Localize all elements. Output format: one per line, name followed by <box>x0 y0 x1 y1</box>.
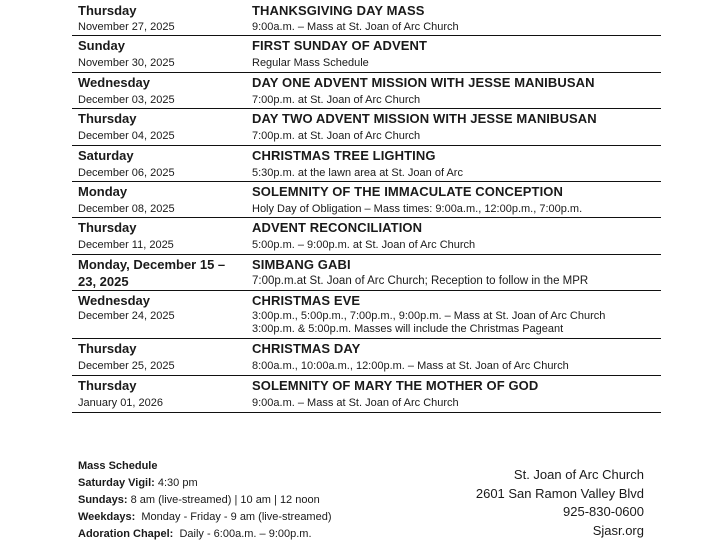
mass-schedule-line <box>78 475 332 492</box>
schedule-value: Daily - 6:00a.m. – 9:00p.m. <box>173 528 312 540</box>
mass-schedule-line <box>78 509 332 526</box>
event-date: December 11, 2025 <box>78 239 174 251</box>
event-day: Wednesday <box>78 75 151 90</box>
event-date: December 08, 2025 <box>78 203 175 215</box>
event-day: Thursday <box>78 341 137 356</box>
church-name: St. Joan of Arc Church <box>513 467 644 482</box>
church-address: 2601 San Ramon Valley Blvd <box>475 485 644 501</box>
event-day: Saturday <box>78 148 134 163</box>
mass-schedule-heading: Mass Schedule <box>78 460 158 472</box>
schedule-value: 8 am (live-streamed) | 10 am | 12 noon <box>127 494 320 506</box>
event-row <box>72 376 661 413</box>
event-day: Thursday <box>78 378 137 393</box>
event-day: Thursday <box>78 111 137 126</box>
event-day: Monday <box>78 184 128 199</box>
event-row <box>72 218 661 255</box>
event-date: December 24, 2025 <box>78 310 175 322</box>
event-row <box>72 182 661 218</box>
event-title: DAY ONE ADVENT MISSION WITH JESSE MANIBUSAN <box>252 75 595 90</box>
event-row <box>72 146 661 182</box>
event-title: SOLEMNITY OF MARY THE MOTHER OF GOD <box>252 378 539 393</box>
event-desc: 3:00p.m., 5:00p.m., 7:00p.m., 9:00p.m. – Mass at St. Joan of Arc Church <box>252 310 606 322</box>
event-day: Wednesday <box>78 293 151 308</box>
event-desc: 5:00p.m. – 9:00p.m. at St. Joan of Arc Church <box>252 239 476 251</box>
event-desc: 5:30p.m. at the lawn area at St. Joan of Arc <box>252 167 463 179</box>
event-desc: 8:00a.m., 10:00a.m., 12:00p.m. – Mass at St. Joan of Arc Church <box>252 360 569 372</box>
event-row <box>72 339 661 376</box>
church-website: Sjasr.org <box>592 522 644 538</box>
event-desc: 7:00p.m. at St. Joan of Arc Church <box>252 130 421 142</box>
event-title: DAY TWO ADVENT MISSION WITH JESSE MANIBUSAN <box>252 111 597 126</box>
church-contact <box>476 466 644 540</box>
mass-schedule-line <box>78 492 332 509</box>
event-day: Sunday <box>78 38 125 53</box>
event-desc: 9:00a.m. – Mass at St. Joan of Arc Church <box>252 397 459 409</box>
event-desc: Regular Mass Schedule <box>252 57 369 69</box>
event-date: November 30, 2025 <box>78 57 175 69</box>
event-day: Monday, December 15 – <box>78 257 226 272</box>
events-table <box>72 0 661 413</box>
mass-schedule <box>78 458 332 543</box>
event-title: CHRISTMAS TREE LIGHTING <box>252 148 436 163</box>
event-desc: 7:00p.m.at St. Joan of Arc Church; Reception to follow in the MPR <box>252 275 589 287</box>
event-date: December 03, 2025 <box>78 94 175 106</box>
event-day: Thursday <box>78 3 137 18</box>
event-date: December 04, 2025 <box>78 130 175 142</box>
schedule-value: 4:30 pm <box>154 477 198 489</box>
event-row <box>72 73 661 109</box>
schedule-label: Adoration Chapel: <box>78 528 174 540</box>
schedule-label: Sundays: <box>78 494 128 506</box>
event-row <box>72 291 661 339</box>
event-title: CHRISTMAS DAY <box>252 341 361 356</box>
mass-schedule-line <box>78 526 332 543</box>
event-day: Thursday <box>78 220 137 235</box>
event-title: SOLEMNITY OF THE IMMACULATE CONCEPTION <box>252 184 563 199</box>
event-row <box>72 0 661 36</box>
event-row <box>72 255 661 291</box>
event-title: SIMBANG GABI <box>252 257 351 272</box>
event-title: THANKSGIVING DAY MASS <box>252 3 425 18</box>
event-title: CHRISTMAS EVE <box>252 293 361 308</box>
schedule-label: Weekdays: <box>78 511 136 523</box>
event-date: January 01, 2026 <box>78 397 164 409</box>
event-desc: 9:00a.m. – Mass at St. Joan of Arc Church <box>252 21 459 33</box>
event-desc: Holy Day of Obligation – Mass times: 9:00a.m., 12:00p.m., 7:00p.m. <box>252 203 583 215</box>
event-desc-note: 3:00p.m. & 5:00p.m. Masses will include the Christmas Pageant <box>252 323 564 335</box>
event-row <box>72 109 661 146</box>
event-date: November 27, 2025 <box>78 21 175 33</box>
schedule-value: Monday - Friday - 9 am (live-streamed) <box>135 511 332 523</box>
event-date: December 25, 2025 <box>78 360 175 372</box>
schedule-label: Saturday Vigil: <box>78 477 155 489</box>
event-date: 23, 2025 <box>78 274 129 289</box>
church-phone: 925-830-0600 <box>563 504 644 519</box>
event-title: ADVENT RECONCILIATION <box>252 220 423 235</box>
event-row <box>72 36 661 73</box>
event-date: December 06, 2025 <box>78 167 175 179</box>
event-title: FIRST SUNDAY OF ADVENT <box>252 38 428 53</box>
event-desc: 7:00p.m. at St. Joan of Arc Church <box>252 94 421 106</box>
